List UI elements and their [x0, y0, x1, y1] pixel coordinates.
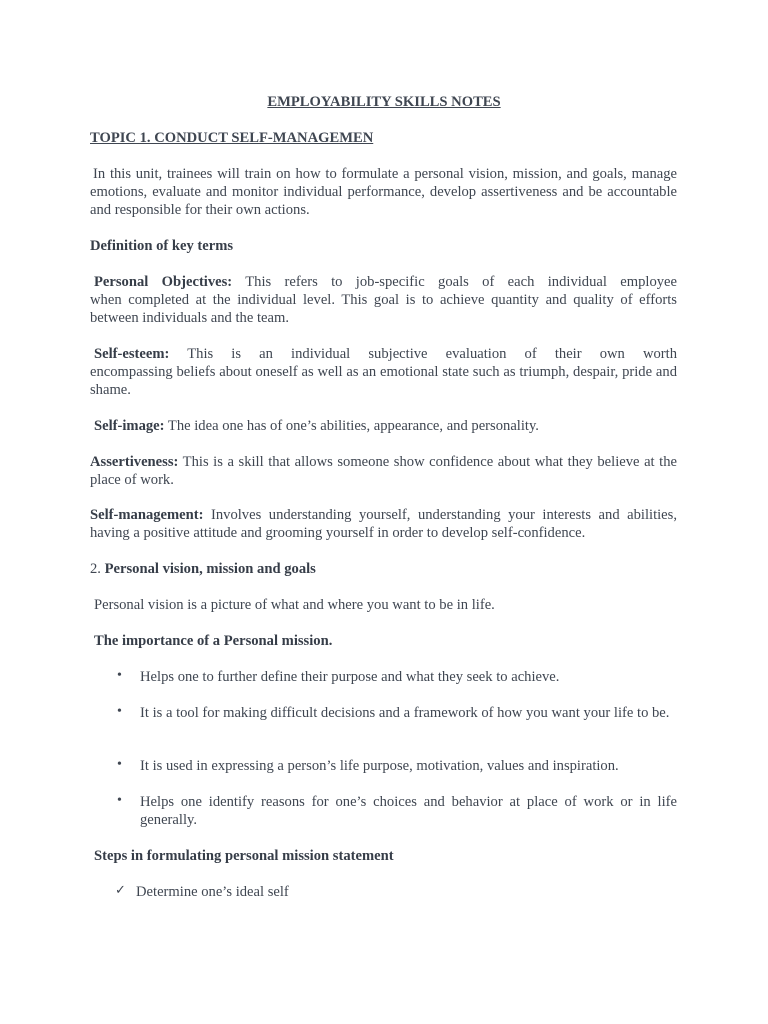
intro-paragraph: In this unit, trainees will train on how to formulate a personal vision, mission, and goals, manage emotions, evaluate and monitor individual performance, develop assertiveness and be accountable and responsible for their own actions.	[90, 166, 677, 218]
steps-heading: Steps in formulating personal mission statement	[94, 848, 394, 864]
term-label: Self-image:	[94, 418, 165, 434]
bullet-icon: •	[117, 757, 122, 772]
bullet-icon: •	[117, 704, 122, 719]
term-text: The idea one has of one’s abilities, appearance, and personality.	[167, 418, 539, 434]
term-text: This refers to job-specific goals of each individual employee	[245, 274, 677, 290]
term-text: This is an individual subjective evaluation of their own worth	[187, 346, 678, 362]
definitions-heading: Definition of key terms	[90, 238, 234, 254]
term-label: Personal Objectives:	[94, 274, 233, 290]
term-text: Involves understanding yourself, understanding your interests and abilities, having a positive attitude and grooming yourself in order to develop self-confidence.	[90, 507, 677, 541]
mission-heading: The importance of a Personal mission.	[94, 633, 333, 649]
list-item: Helps one identify reasons for one’s choices and behavior at place of work or in life generally.	[140, 794, 677, 828]
term-label: Self-management:	[90, 507, 204, 523]
term-assertiveness	[90, 453, 677, 489]
document-title: EMPLOYABILITY SKILLS NOTES	[267, 94, 501, 110]
topic-heading: TOPIC 1. CONDUCT SELF-MANAGEMEN	[90, 130, 374, 146]
list-item: It is a tool for making difficult decisions and a framework of how you want your life to be.	[140, 705, 670, 721]
section-number: 2.	[90, 561, 101, 577]
term-self-image	[90, 417, 677, 435]
term-self-management	[90, 506, 677, 542]
list-item: Helps one to further define their purpose and what they seek to achieve.	[140, 669, 560, 685]
section-2-heading: 2. Personal vision, mission and goals	[90, 561, 316, 577]
list-item: Determine one’s ideal self	[136, 884, 289, 900]
term-label: Assertiveness:	[90, 454, 179, 470]
term-text: This is a skill that allows someone show confidence about what they believe at the place of work.	[90, 454, 677, 488]
bullet-icon: •	[117, 793, 122, 808]
term-text-continued: when completed at the individual level. This goal is to achieve quantity and quality of efforts between individuals and the team.	[90, 292, 677, 326]
vision-paragraph: Personal vision is a picture of what and where you want to be in life.	[94, 597, 495, 613]
bullet-icon: •	[117, 668, 122, 683]
checkmark-icon: ✓	[115, 883, 126, 898]
term-label: Self-esteem:	[94, 346, 170, 362]
term-text-continued: encompassing beliefs about oneself as well as an emotional state such as triumph, despair, pride and shame.	[90, 364, 677, 398]
list-item: It is used in expressing a person’s life purpose, motivation, values and inspiration.	[140, 758, 619, 774]
